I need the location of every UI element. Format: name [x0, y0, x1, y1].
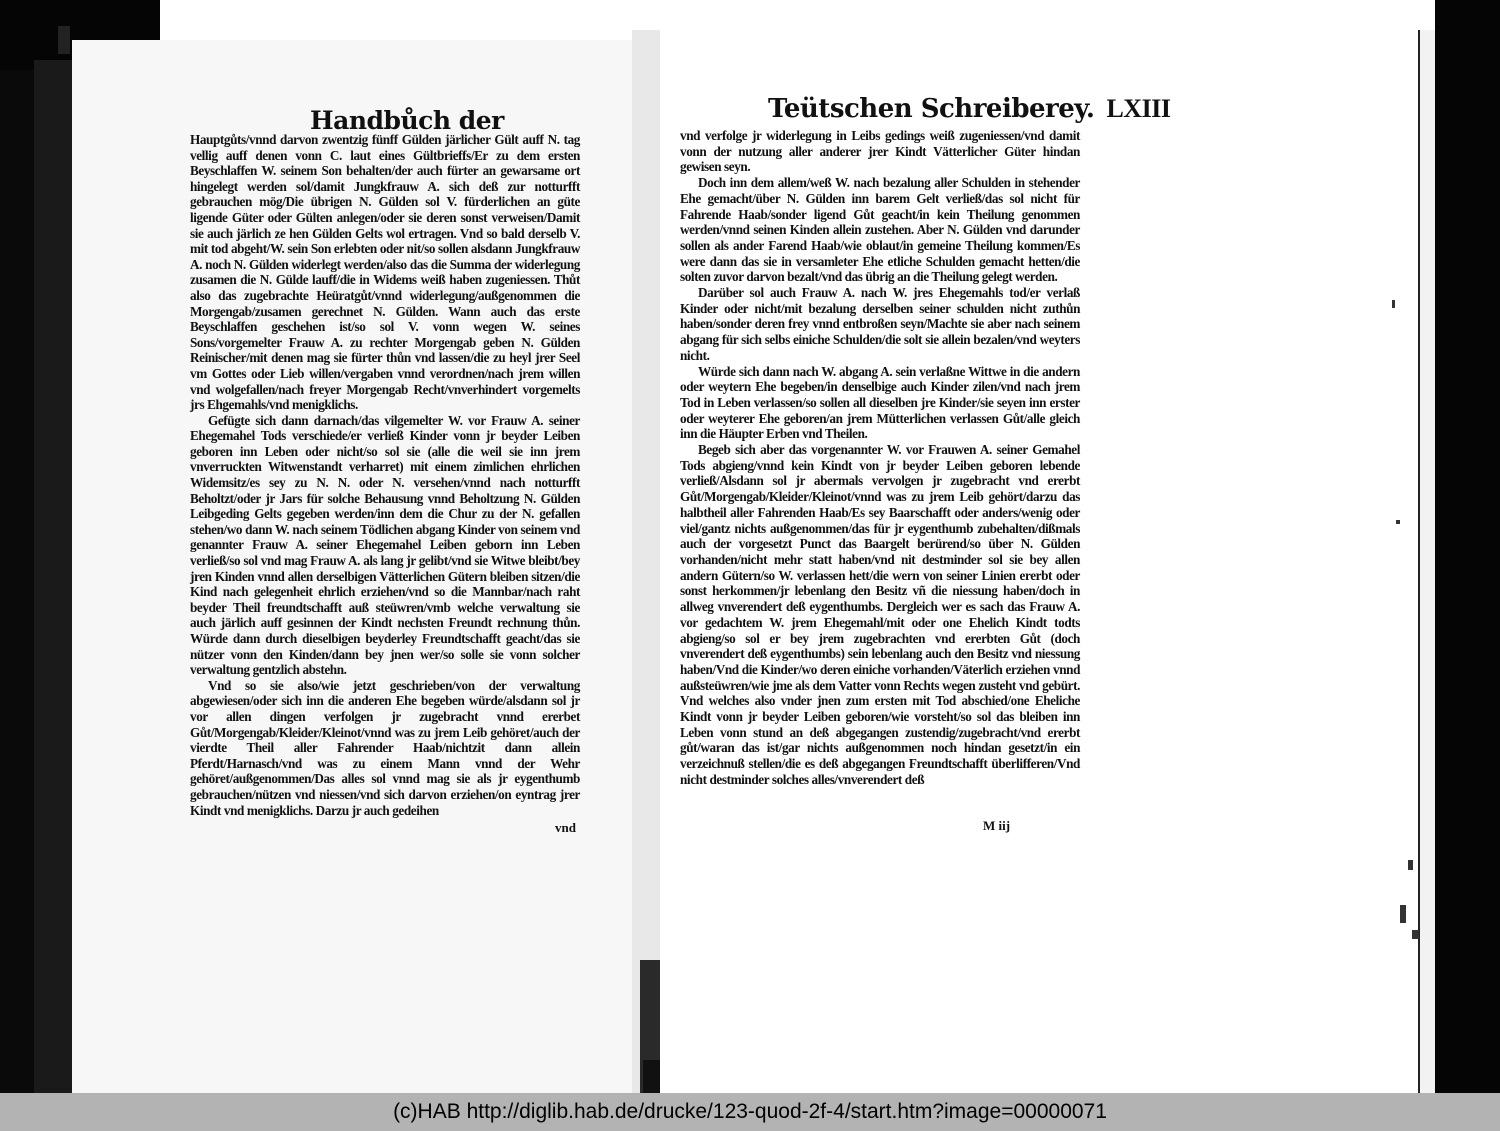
right-paragraph: Darüber sol auch Frauw A. nach W. jres Ehegemahls tod/er verlaß Kinder oder nicht/mit bezalung derselben seiner schulden nicht zuthůn haben/sonder deren frey vnnd entbroßen seyn/Machte sie aber nach seinem abgang für sich selbs einiche Schulden/die solt sie allein bezalen/vnd weyters nicht. — [680, 285, 1080, 363]
signature-mark: M iij — [983, 818, 1011, 833]
right-paragraph: vnd verfolge jr widerlegung in Leibs gedings weiß zugeniessen/vnd damit vonn der nutzung aller anderer jrer Kindt Vätterlicher Güter hindan gewisen seyn. — [680, 128, 1080, 175]
right-page-text — [680, 128, 1080, 788]
scanner-shadow-left — [34, 60, 74, 1093]
footer-source-url: (c)HAB http://diglib.hab.de/drucke/123-quod-2f-4/start.htm?image=00000071 — [393, 1100, 1107, 1123]
copyright-footer — [0, 1093, 1500, 1131]
left-paragraph: Hauptgůts/vnnd darvon zwentzig fünff Gülden järlicher Gült auff N. tag vellig auff denen vonn C. laut eines Gültbrieffs/Er zu dem ersten Beyschlaffen W. seinem Son behalten/der auch fürter an gewarsame ort hingelegt werden sol/damit Jungkfrauw A. sich deß zur notturfft gebrauchen mög/Die übrigen N. Gülden sol V. fürderlichen an güte ligende Güter oder Gülten anlegen/oder sie deren sonst verweisen/Damit sie auch järlich ze hen Gülden Gelts wol ertragen. Vnd so bald derselb V. mit tod abgeht/W. sein Son erlebten oder nit/so sollen alsdann Jungkfrauw A. noch N. Gülden widerlegt werden/also das die Summa der widerlegung zusamen die N. Gülde lauff/die in Widems weiß haben zugeniessen. Thůt also das zugebrachte Heüratgůt/vnnd widerlegung/außgenommen die Morgengab/zusamen gerechnet N. Gülden. Wann auch das erste Beyschlaffen geschehen ist/so sol V. vonn wegen W. seines Sons/vorgemelter Frauw A. zu rechter Morgengab geben N. Gülden Reinischer/mit denen mag sie fürter thůn vnd lassen/die zu heyl jrer Seel vm Gottes oder Lieb willen/vergaben vnnd verordnen/nach jrem willen vnd wolgefallen/nach freyer Morgengab Recht/vnverhindert vorgemelts jrs Ehgemahls/vnd menigklichs. — [190, 132, 580, 413]
right-running-head-title: Teütschen Schreiberey. — [768, 94, 1095, 124]
left-paragraph: Gefügte sich dann darnach/das vilgemelter W. vor Frauw A. seiner Ehegemahel Tods verschiede/er verließ Kinder vonn jr beyder Leiben geboren inn Leben oder nicht/so sol sie (alle die weil sie inn jrem vnverruckten Witwenstandt verharret) mit einem zimlichen ehrlichen Widemsitz/es sey zu N. N. oder N. versehen/vnnd nach notturfft Beholtzt/oder jr Jars für solche Behausung vnnd Beholtzung N. Gülden Leibgeding Gelts gegeben werden/inn dem die Chur zu der N. gefallen stehen/wo dann W. nach seinem Tödlichen abgang Kinder von seinem vnd genannter Frauw A. seiner Ehegemahel Leiben geborn inn Leben verließ/so sol vnd mag Frauw A. als lang jr gelibt/vnd sie Witwe bleibt/bey jren Kinden vnnd allen derselbigen Vätterlichen Gütern bleiben sitzen/die Kind nach gelegenheit ehrlich erziehen/vnd so die Mannbar/nach raht beyder Theil freundtschafft auß steüwren/vmb welche verwaltung sie auch järlich auff gesinnen der Kindt nechsten Freundt rechnung thůn. Würde dann durch dieselbigen beyderley Freundtschafft geacht/das sie nützer vonn den Kinden/dann bey jnen wer/so solle sie vonn solcher verwaltung gentzlich abstehn. — [190, 412, 580, 678]
book-gutter — [632, 30, 660, 1093]
scan-speck — [1412, 930, 1419, 939]
scanner-border-right — [1435, 0, 1500, 1093]
scan-speck — [1408, 860, 1413, 870]
right-paragraph: Würde sich dann nach W. abgang A. sein verlaßne Wittwe in die andern oder weytern Ehe begeben/in denselbige auch Kinder zilen/vnd nach jrem Tod in Leben verlassen/so sollen all dieselben jre Kinder/sie seyen inn erster oder weyterer Ehe geboren/an jrem Mütterlichen verlassen Gůt/alle gleich inn die Häupter Erben vnd Theilen. — [680, 363, 1080, 442]
right-paragraph: Doch inn dem allem/weß W. nach bezalung aller Schulden in stehender Ehe gemacht/über N. Gülden inn barem Gelt verließ/das sol nicht für Fahrende Haab/sonder ligend Gůt geacht/in kein Theilung genommen werden/vnnd seinen Kinden allein zustehen. Aber N. Gülden vnd darunder sollen als ander Farend Haab/wie oblaut/in gemeine Theilung kommen/Es were dann das sie in versamleter Ehe etliche Schulden gemacht hetten/die solten zuvor darvon bezalt/vnd das übrig an die Theilung gelegt werden. — [680, 175, 1080, 285]
left-paragraph: Vnd so sie also/wie jetzt geschrieben/von der verwaltung abgewiesen/oder sich inn die anderen Ehe begeben würde/alsdann sol jr vor allen dingen verfolgen jr zugebracht vnnd ererbet Gůt/Morgengab/Kleider/Kleinot/vnnd was zu jrem Leib gehöret/auch der vierdte Theil aller Fahrender Haab/nichtzit dann allein Pferdt/Harnasch/vnd was zu einem Mann vnnd der Wehr gehöret/außgenommen/Das alles sol vnnd mag sie als jr eygenthumb gebrauchen/nützen vnd niessen/vnd sich darvon erziehen/on eyntrag jrer Kindt vnd menigklichs. Darzu jr auch gedeihen — [190, 677, 580, 818]
scanner-border-left — [0, 0, 34, 1093]
scan-speck — [1396, 520, 1400, 524]
scan-speck — [1400, 905, 1406, 923]
scan-speck — [1392, 300, 1395, 308]
right-running-head — [768, 94, 1170, 124]
right-paragraph: Begeb sich aber das vorgenannter W. vor Frauwen A. seiner Gemahel Tods abgieng/vnnd kein Kindt von jr beyder Leiben geboren lebende verließ/Alsdann sol jr abermals vervolgen jr zugebracht vnd ererbt Gůt/Morgengab/Kleider/Kleinot/vnnd was zu jrem Leib gehört/darzu das halbtheil aller Fahrenden Haab/Es sey Baarschafft oder anders/wenig oder viel/gantz nichts außgenommen/das für jr eygenthumb zubehalten/dißmals auch der vorgesetzt Punct das Baargelt berürend/so über N. Gülden vorhanden/nicht mehr statt haben/vnd nit destminder sol sie bey allen andern Gütern/so W. verlassen hett/die wern von seiner Linien ererbt oder sonst herkommen/jr lebenlang den Besitz vñ die niessung haben/doch in allweg vnverendert deß eygenthumbs. Dergleich wer es sach das Frauw A. vor gedachtem W. jrem Ehegemahl/mit oder one Ehelich Kindt todts abgieng/so sol er bey jrem zugebrachten vnd ererbten Gůt (doch vnverendert deß eygenthumbs) sein lebenlang auch den Besitz vnd niessung haben/Vnd die Kinder/wo deren einiche vorhanden/Väterlich erziehen vnnd außsteüwren/wie jme als dem Vatter vonn Rechts wegen zusteht vnd gebürt. Vnd welches also vnder jnen zum ersten mit Tod abschied/one Eheliche Kindt vonn jr beyder Leiben geboren/wie vorsteht/so sol das bleiben inn Leben vonn stund an deß abgegangen zustendig/zugebracht/vnd ererbt gůt/waran das ist/gar nichts außgenommen noch hindan gesetzt/in ein verzeichnuß stellen/die es deß abgegangen Freundtschafft überlifferen/Vnd nicht destminder solches alles/vnverendert deß — [680, 442, 1080, 787]
folio-number: LXIII — [1106, 94, 1171, 123]
left-running-head: Handbůch der — [310, 106, 504, 135]
left-page-text — [190, 132, 580, 818]
page-clip — [58, 26, 70, 54]
left-catchword: vnd — [555, 820, 576, 835]
